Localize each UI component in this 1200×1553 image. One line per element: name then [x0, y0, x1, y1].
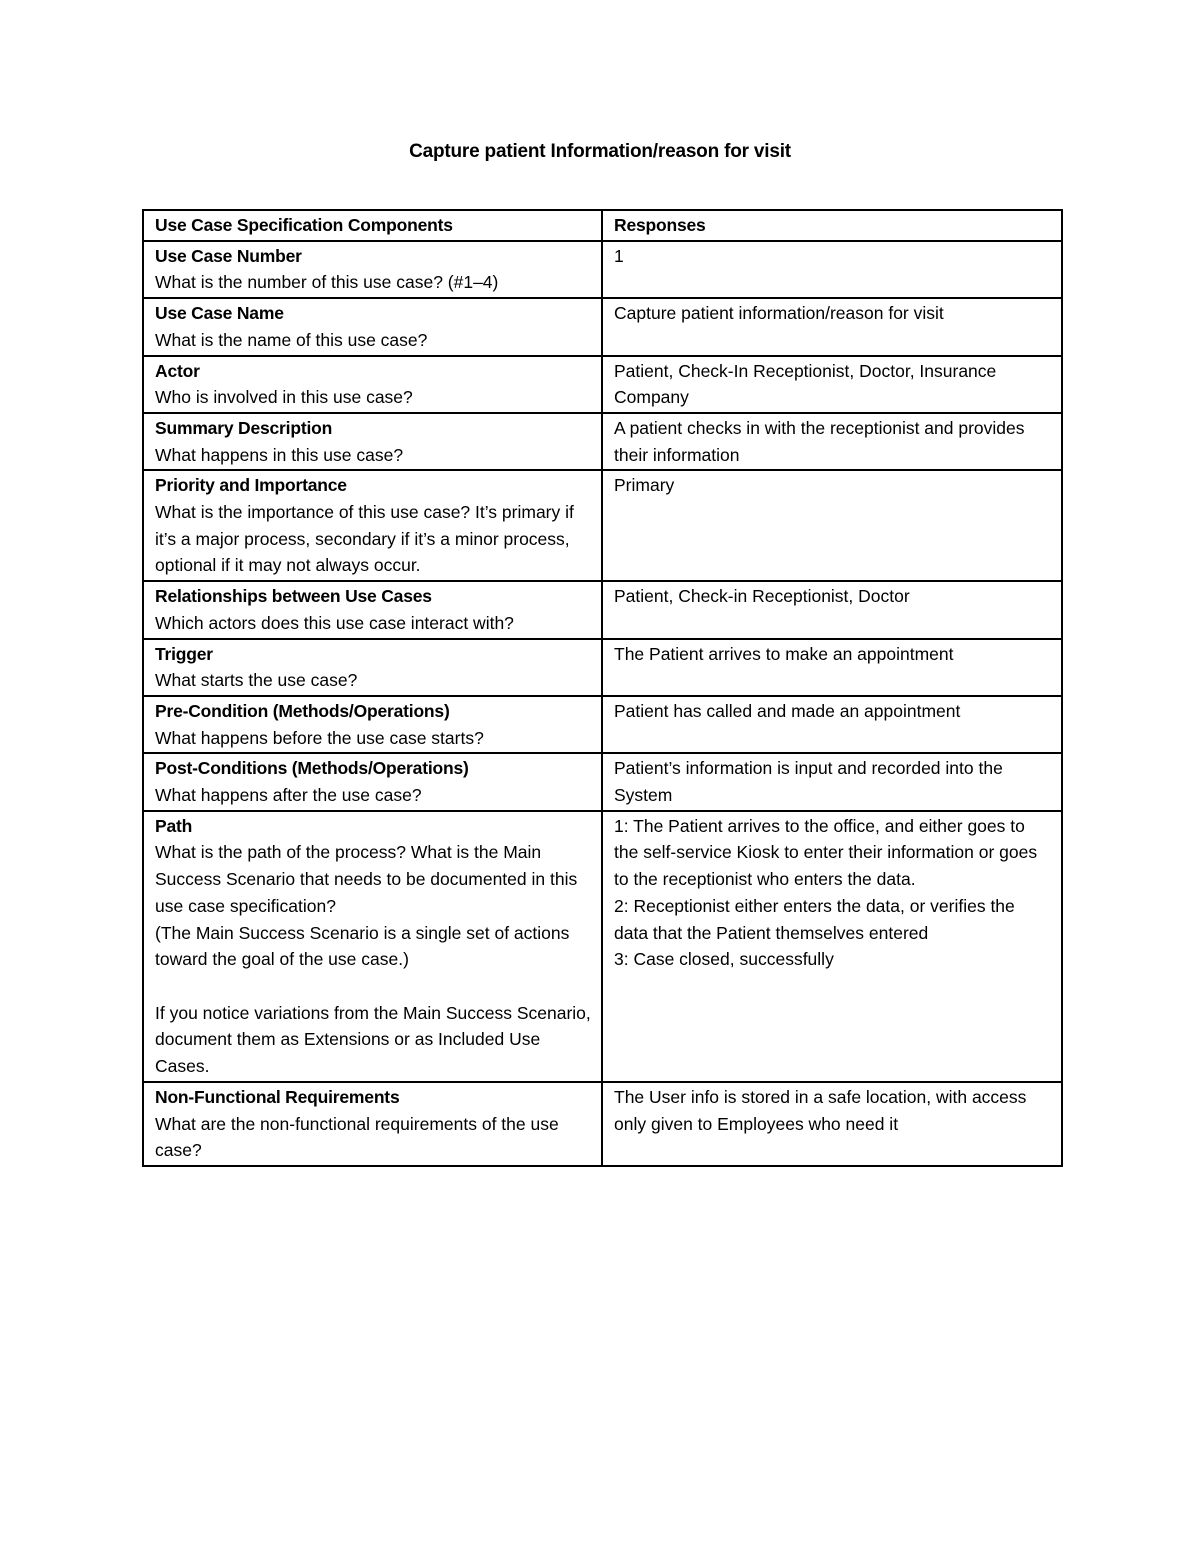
component-name: Use Case Name [155, 303, 284, 324]
response-cell [602, 639, 1062, 696]
response-cell [602, 241, 1062, 298]
table-row [143, 696, 1062, 753]
component-name: Non-Functional Requirements [155, 1086, 400, 1107]
component-cell [143, 298, 602, 355]
response-cell [602, 413, 1062, 470]
component-name: Priority and Importance [155, 475, 347, 496]
component-cell [143, 639, 602, 696]
component-name: Pre-Condition (Methods/Operations) [155, 700, 450, 721]
component-question: What are the non-functional requirements of the use case? [155, 1113, 559, 1161]
table-row [143, 413, 1062, 470]
table-row [143, 241, 1062, 298]
component-question: Who is involved in this use case? [155, 387, 413, 408]
component-question: What happens after the use case? [155, 785, 422, 806]
component-cell [143, 356, 602, 413]
component-cell [143, 811, 602, 1082]
response-text: 1 [614, 245, 624, 266]
page-title: Capture patient Information/reason for visit [409, 141, 791, 162]
table-row [143, 811, 1062, 1082]
component-cell [143, 1082, 602, 1166]
component-name: Path [155, 815, 193, 836]
component-name: Actor [155, 360, 200, 381]
response-cell [602, 581, 1062, 638]
response-cell [602, 1082, 1062, 1166]
component-name: Trigger [155, 643, 213, 664]
component-name: Summary Description [155, 417, 333, 438]
response-cell [602, 696, 1062, 753]
header-responses-label: Responses [614, 215, 706, 235]
header-responses [602, 210, 1062, 241]
component-cell [143, 470, 602, 581]
component-name: Post-Conditions (Methods/Operations) [155, 758, 469, 779]
component-question: What is the number of this use case? (#1–4) [155, 272, 499, 293]
response-cell [602, 753, 1062, 810]
component-question: What happens in this use case? [155, 444, 404, 465]
component-cell [143, 753, 602, 810]
component-question: What is the importance of this use case? It’s primary if it’s a major process, secondary if it’s a minor process, optional if it may not always occur. [155, 502, 574, 576]
table-row [143, 1082, 1062, 1166]
component-cell [143, 413, 602, 470]
table-row [143, 298, 1062, 355]
component-question: What happens before the use case starts? [155, 727, 484, 748]
component-question: What starts the use case? [155, 670, 358, 691]
response-text: Patient, Check-in Receptionist, Doctor [614, 586, 910, 607]
response-text: Capture patient information/reason for visit [614, 303, 944, 324]
component-name: Use Case Number [155, 245, 302, 266]
table-row [143, 639, 1062, 696]
response-cell [602, 298, 1062, 355]
table-row [143, 581, 1062, 638]
component-cell [143, 241, 602, 298]
response-text: The Patient arrives to make an appointment [614, 643, 954, 664]
use-case-spec-table [142, 209, 1063, 1167]
component-name: Relationships between Use Cases [155, 586, 432, 607]
component-question: What is the name of this use case? [155, 329, 428, 350]
component-cell [143, 696, 602, 753]
response-text: A patient checks in with the receptionist and provides their information [614, 417, 1025, 465]
response-text: 1: The Patient arrives to the office, and either goes to the self-service Kiosk to enter their information or goes to the receptionist who enters the data. 2: Receptionist either enters the data, or verifies the data that the Patient themselves entered 3: Case closed, successfully [614, 815, 1038, 970]
table-row [143, 470, 1062, 581]
response-text: The User info is stored in a safe location, with access only given to Employees who need it [614, 1086, 1027, 1134]
response-cell [602, 356, 1062, 413]
response-cell [602, 811, 1062, 1082]
response-text: Patient’s information is input and recorded into the System [614, 758, 1003, 806]
table-row [143, 753, 1062, 810]
component-question: What is the path of the process? What is the Main Success Scenario that needs to be documented in this use case specification? (The Main Success Scenario is a single set of actions toward the goal of the use case.) If you notice variations from the Main Success Scenario, document them as Extensions or as Included Use Cases. [155, 842, 591, 1077]
header-components [143, 210, 602, 241]
component-question: Which actors does this use case interact with? [155, 612, 514, 633]
response-text: Primary [614, 475, 675, 496]
table-row [143, 356, 1062, 413]
component-cell [143, 581, 602, 638]
table-header-row [143, 210, 1062, 241]
response-text: Patient has called and made an appointment [614, 700, 961, 721]
response-text: Patient, Check-In Receptionist, Doctor, Insurance Company [614, 360, 997, 408]
response-cell [602, 470, 1062, 581]
header-components-label: Use Case Specification Components [155, 215, 453, 235]
